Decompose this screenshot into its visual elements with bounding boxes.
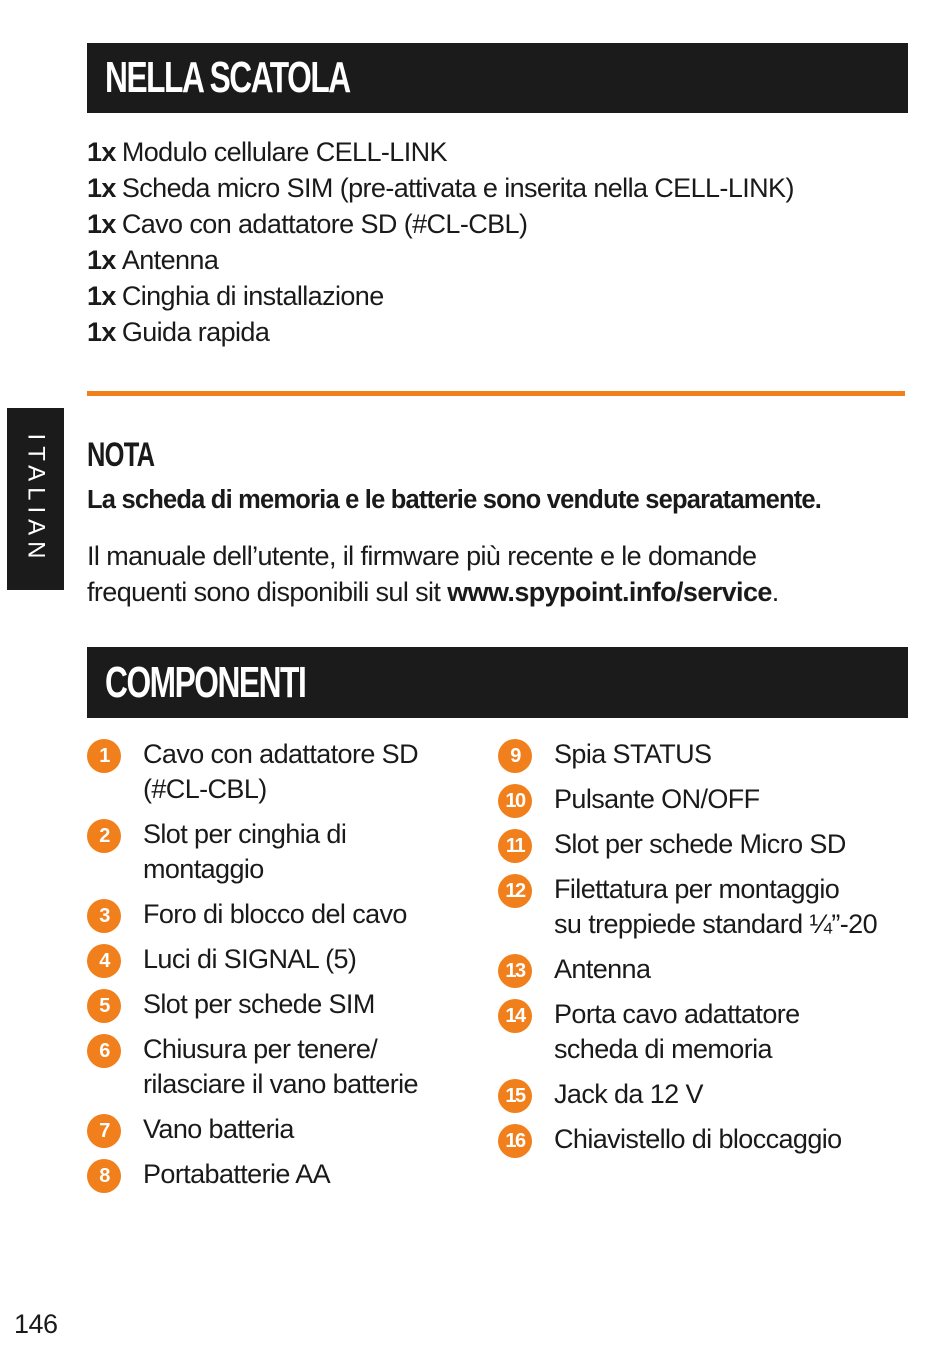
list-item <box>87 314 794 350</box>
number-badge: 16 <box>498 1124 532 1158</box>
component-item <box>87 1032 467 1102</box>
component-label: Vano batteria <box>143 1114 294 1144</box>
item-quantity: 1x <box>87 281 116 311</box>
number-badge: 11 <box>498 829 532 863</box>
component-item <box>87 1157 467 1192</box>
component-item <box>87 987 467 1022</box>
number-badge: 15 <box>498 1079 532 1113</box>
note-text-line-1: Il manuale dell’utente, il firmware più recente e le domande <box>87 541 757 571</box>
component-item <box>87 817 467 887</box>
number-badge: 10 <box>498 784 532 818</box>
component-item <box>498 782 918 817</box>
component-item <box>498 872 918 942</box>
component-item <box>498 1077 918 1112</box>
number-badge: 1 <box>87 739 121 773</box>
section-divider <box>87 391 905 396</box>
component-item <box>87 1112 467 1147</box>
component-item <box>498 737 918 772</box>
item-quantity: 1x <box>87 209 116 239</box>
number-badge: 9 <box>498 739 532 773</box>
number-badge: 13 <box>498 954 532 988</box>
number-badge: 14 <box>498 999 532 1033</box>
list-item <box>87 134 794 170</box>
item-text: Cinghia di installazione <box>121 281 384 311</box>
item-quantity: 1x <box>87 173 116 203</box>
component-label: Pulsante ON/OFF <box>554 784 760 814</box>
component-label-cont: rilasciare il vano batterie <box>143 1069 418 1099</box>
number-badge: 6 <box>87 1034 121 1068</box>
component-label: Foro di blocco del cavo <box>143 899 407 929</box>
item-text: Antenna <box>121 245 219 275</box>
list-item <box>87 170 794 206</box>
number-badge: 5 <box>87 989 121 1023</box>
number-badge: 8 <box>87 1159 121 1193</box>
component-item <box>87 897 467 932</box>
component-label: Portabatterie AA <box>143 1159 331 1189</box>
item-quantity: 1x <box>87 245 116 275</box>
component-item <box>498 997 918 1067</box>
component-label: Slot per schede Micro SD <box>554 829 846 859</box>
note-text-prefix: frequenti sono disponibili sul sit <box>87 577 448 607</box>
item-quantity: 1x <box>87 137 116 167</box>
components-list-right <box>498 737 918 1167</box>
number-badge: 3 <box>87 899 121 933</box>
support-url-link[interactable]: www.spypoint.info/service <box>447 577 772 607</box>
list-item <box>87 278 794 314</box>
item-text: Modulo cellulare CELL-LINK <box>121 137 447 167</box>
component-label: Porta cavo adattatore <box>554 999 800 1029</box>
in-box-heading-text: NELLA SCATOLA <box>105 53 350 102</box>
language-label: ITALIAN <box>22 433 50 565</box>
note-text-suffix: . <box>771 577 779 607</box>
component-item <box>498 952 918 987</box>
language-side-tab <box>7 408 64 590</box>
component-item <box>87 942 467 977</box>
item-text: Cavo con adattatore SD (#CL-CBL) <box>121 209 528 239</box>
components-list-left <box>87 737 467 1202</box>
page-number: 146 <box>14 1309 58 1339</box>
note-heading-text: NOTA <box>87 436 155 474</box>
components-heading-text: COMPONENTI <box>105 657 306 707</box>
component-label-cont: scheda di memoria <box>554 1034 772 1064</box>
component-item <box>498 1122 918 1157</box>
component-label: Chiusura per tenere/ <box>143 1034 378 1064</box>
component-label-cont: su treppiede standard ¼”-20 <box>554 909 878 939</box>
component-label: Slot per schede SIM <box>143 989 375 1019</box>
list-item <box>87 206 794 242</box>
number-badge: 12 <box>498 874 532 908</box>
item-text: Scheda micro SIM (pre-attivata e inserita nella CELL-LINK) <box>121 173 794 203</box>
component-label: Cavo con adattatore SD <box>143 739 418 769</box>
component-label-cont: (#CL-CBL) <box>143 774 267 804</box>
component-label: Jack da 12 V <box>554 1079 703 1109</box>
note-heading <box>87 436 177 475</box>
component-item <box>498 827 918 862</box>
in-box-list <box>87 134 794 350</box>
number-badge: 7 <box>87 1114 121 1148</box>
note-text-line-2 <box>87 574 917 610</box>
note-bold-line: La scheda di memoria e le batterie sono vendute separatamente. <box>87 486 822 514</box>
note-text <box>87 538 917 610</box>
component-label: Filettatura per montaggio <box>554 874 840 904</box>
components-heading <box>87 647 908 718</box>
component-label: Spia STATUS <box>554 739 712 769</box>
component-label: Antenna <box>554 954 651 984</box>
component-label: Slot per cinghia di <box>143 819 347 849</box>
component-label: Chiavistello di bloccaggio <box>554 1124 842 1154</box>
item-text: Guida rapida <box>121 317 270 347</box>
in-box-heading <box>87 43 908 113</box>
item-quantity: 1x <box>87 317 116 347</box>
list-item <box>87 242 794 278</box>
component-label: Luci di SIGNAL (5) <box>143 944 357 974</box>
number-badge: 2 <box>87 819 121 853</box>
number-badge: 4 <box>87 944 121 978</box>
component-label-cont: montaggio <box>143 854 264 884</box>
component-item <box>87 737 467 807</box>
